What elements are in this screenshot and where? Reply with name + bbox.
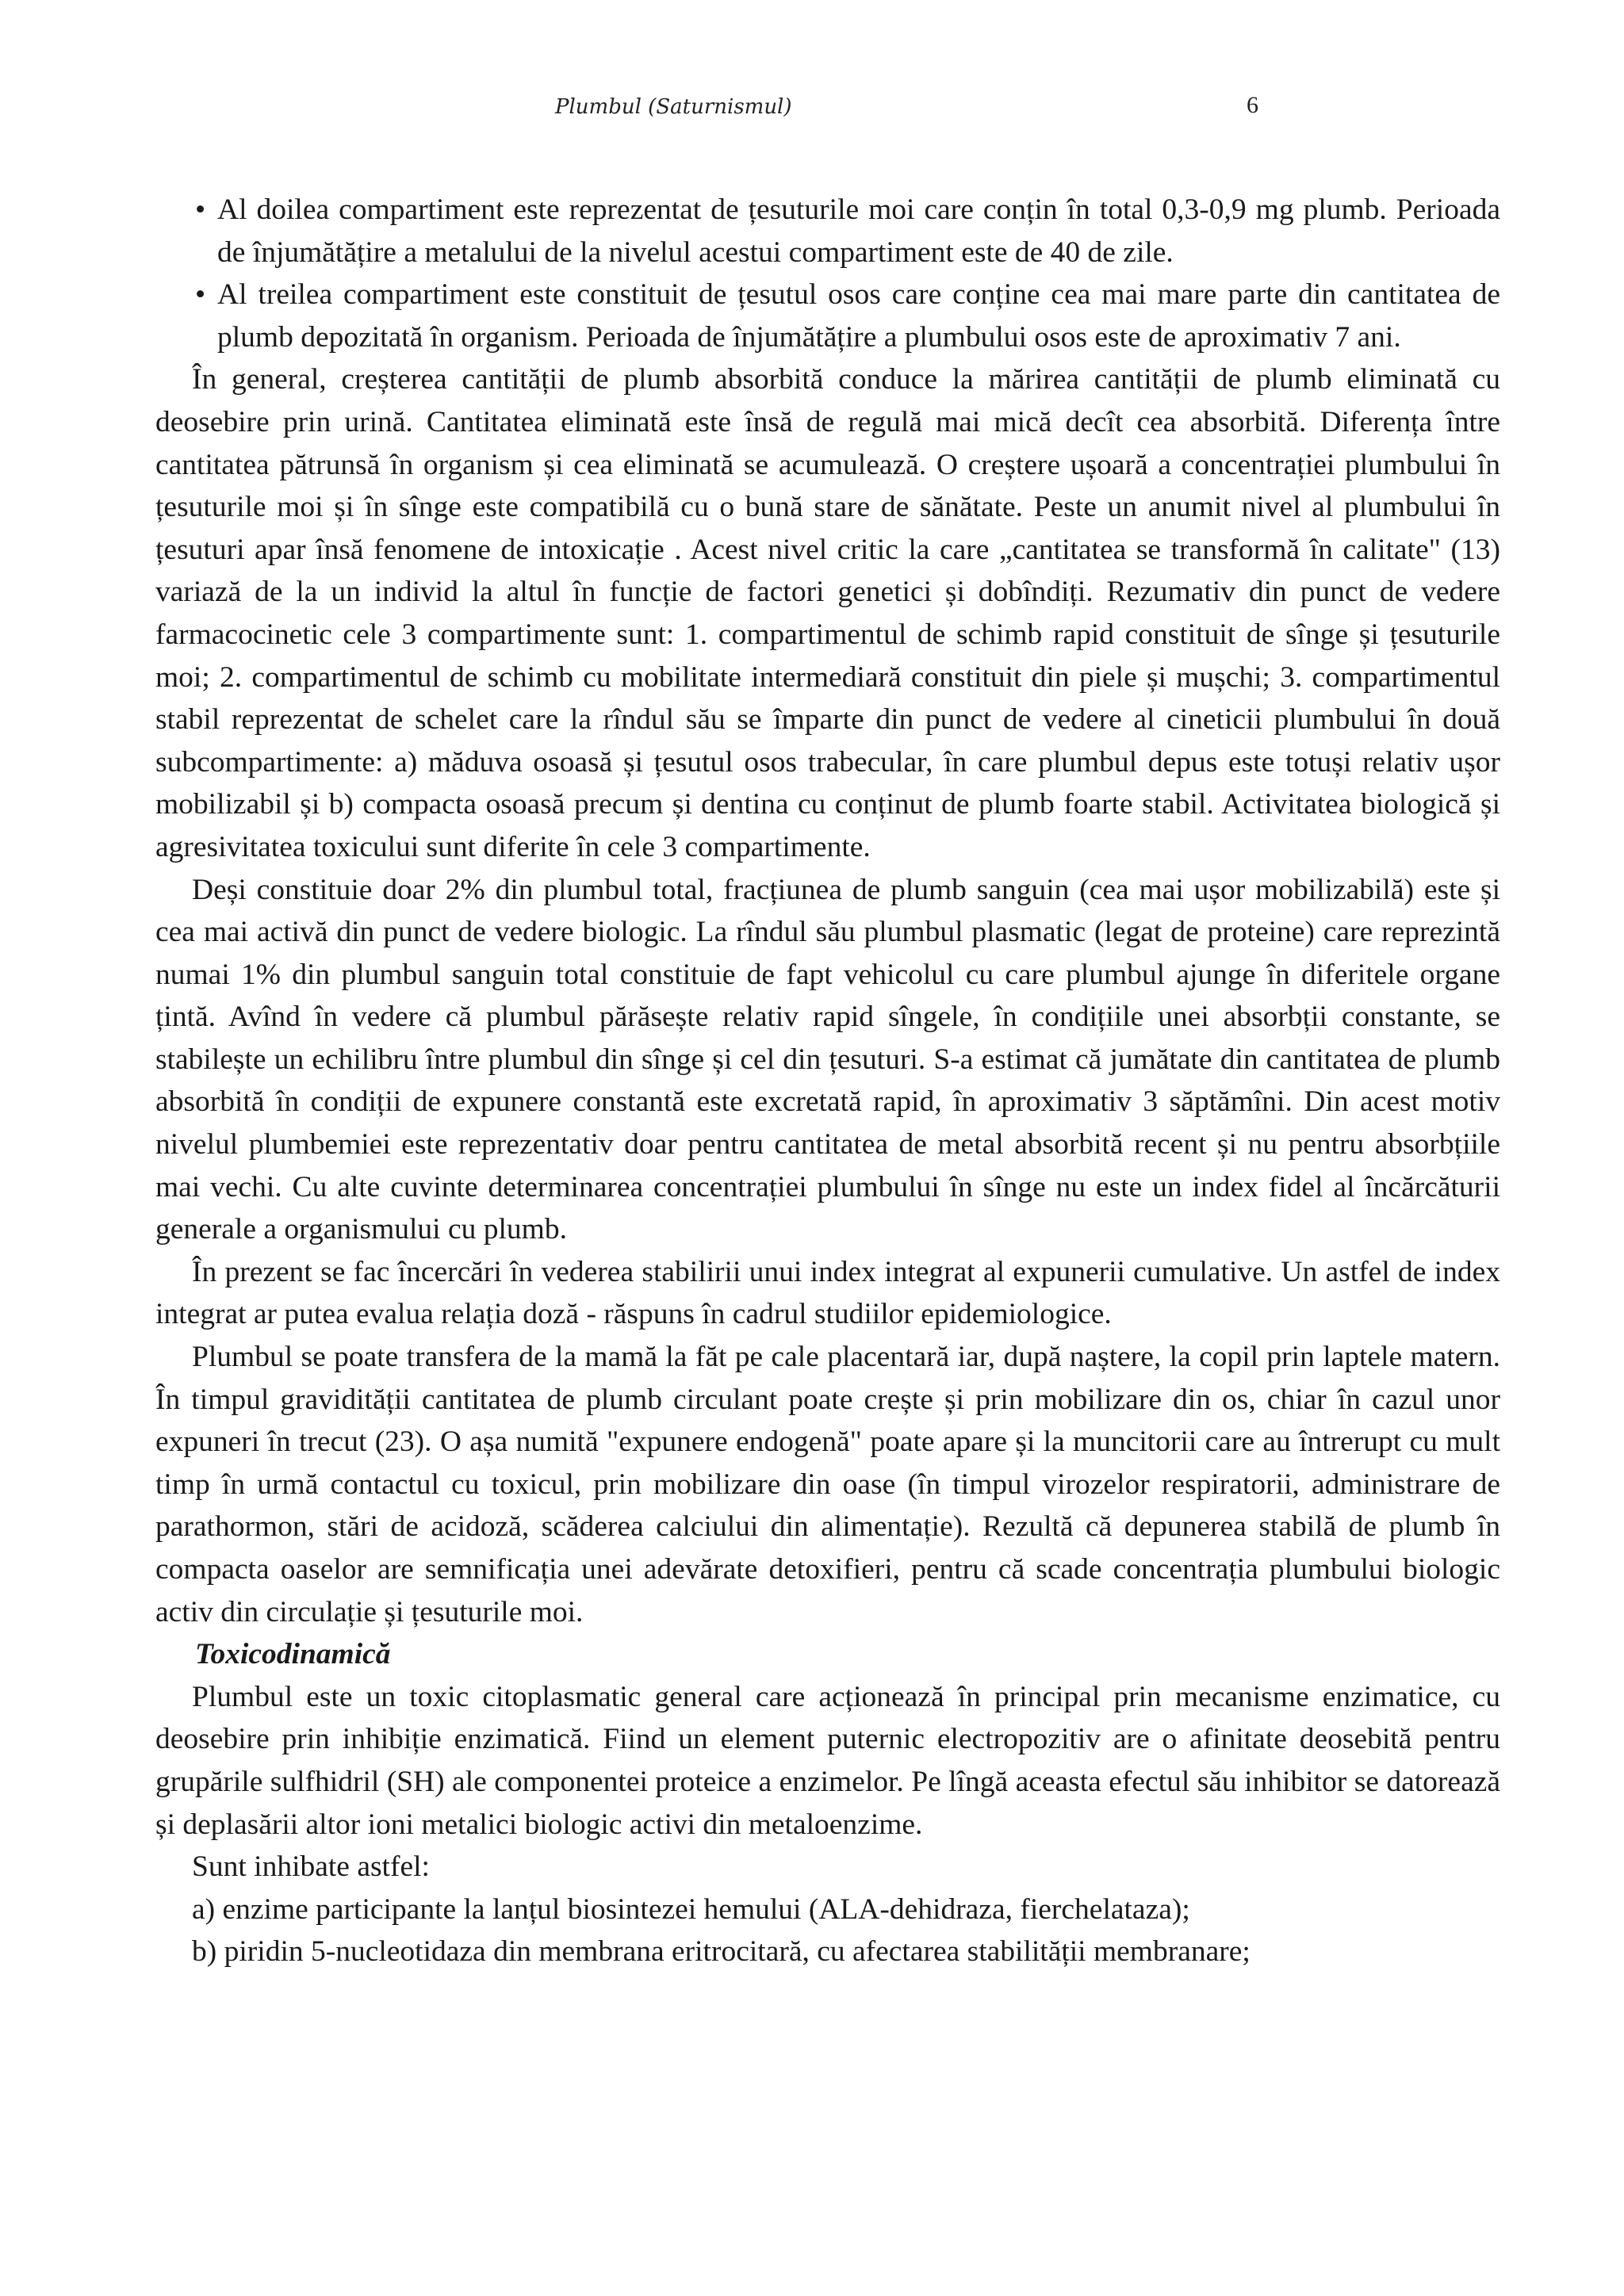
- page-number: 6: [1247, 92, 1258, 118]
- body-paragraph: Plumbul este un toxic citoplasmatic general care acționează în principal prin mecanisme enzimatice, cu deosebire prin inhibiție enzimatică. Fiind un element puternic electropozitiv are o afinitate deosebită pentru grupările sulfhidril (SH) ale componentei proteice a enzimelor. Pe lîngă aceasta efectul său inhibitor se datorează și deplasării altor ioni metalici biologic activi din metaloenzime.: [155, 1680, 1500, 1841]
- body-paragraph: În general, creșterea cantității de plumb absorbită conduce la mărirea cantității de plumb eliminată cu deosebire prin urină. Cantitatea eliminată este însă de regulă mai mică decît cea absorbită. Diferența între cantitatea pătrunsă în organism și cea eliminată se acumulează. O creștere ușoară a concentrației plumbului în țesuturile moi și în sînge este compatibilă cu o bună stare de sănătate. Peste un anumit nivel al plumbului în țesuturi apar însă fenomene de intoxicație . Acest nivel critic la care „cantitatea se transformă în calitate" (13) variază de la un individ la altul în funcție de factori genetici și dobîndiți. Rezumativ din punct de vedere farmacocinetic cele 3 compartimente sunt: 1. compartimentul de schimb rapid constituit de sînge și țesuturile moi; 2. compartimentul de schimb cu mobilitate intermediară constituit din piele și mușchi; 3. compartimentul stabil reprezentat de schelet care la rîndul său se împarte din punct de vedere al cineticii plumbului în două subcompartimente: a) măduva osoasă și țesutul osos trabecular, în care plumbul depus este totuși relativ ușor mobilizabil și b) compacta osoasă precum și dentina cu conținut de plumb foarte stabil. Activitatea biologică și agresivitatea toxicului sunt diferite în cele 3 compartimente.: [155, 363, 1500, 863]
- body-paragraph: Sunt inhibate astfel:: [192, 1850, 430, 1884]
- page-body: [155, 189, 1500, 1973]
- body-paragraph: Plumbul se poate transfera de la mamă la făt pe cale placentară iar, după naștere, la copil prin laptele matern. În timpul gravidității cantitatea de plumb circulant poate crește și prin mobilizare din os, chiar în cazul unor expuneri în trecut (23). O așa numită "expunere endogenă" poate apare și la muncitorii care au întrerupt cu mult timp în urmă contactul cu toxicul, prin mobilizare din oase (în timpul virozelor respiratorii, administrare de parathormon, stări de acidoză, scăderea calciului din alimentație). Rezultă că depunerea stabilă de plumb în compacta oaselor are semnificația unei adevărate detoxifieri, pentru că scade concentrația plumbului biologic activ din circulație și țesuturile moi.: [155, 1341, 1500, 1628]
- body-paragraph: În prezent se fac încercări în vederea stabilirii unui index integrat al expunerii cumulative. Un astfel de index integrat ar putea evalua relația doză - răspuns în cadrul studiilor epidemiologice.: [155, 1255, 1500, 1331]
- list-item: a) enzime participante la lanțul biosintezei hemului (ALA-dehidraza, fierchelataza);: [192, 1892, 1190, 1926]
- list-item: b) piridin 5-nucleotidaza din membrana eritrocitară, cu afectarea stabilității membranare;: [192, 1935, 1251, 1969]
- bullet-item: • Al doilea compartiment este reprezentat de țesuturile moi care conțin în total 0,3-0,9 mg plumb. Perioada de înjumătățire a metalului de la nivelul acestui compartiment este de 40 de zile.: [155, 189, 1500, 274]
- running-header-title: Plumbul (Saturnismul): [555, 95, 792, 119]
- body-paragraph: Deși constituie doar 2% din plumbul total, fracțiunea de plumb sanguin (cea mai ușor mobilizabilă) este și cea mai activă din punct de vedere biologic. La rîndul său plumbul plasmatic (legat de proteine) care reprezintă numai 1% din plumbul sanguin total constituie de fapt vehicolul cu care plumbul ajunge în diferitele organe țintă. Avînd în vedere că plumbul părăsește relativ rapid sîngele, în condițiile unei absorbții constante, se stabilește un echilibru între plumbul din sînge și cel din țesuturi. S-a estimat că jumătate din cantitatea de plumb absorbită în condiții de expunere constantă este excretată rapid, în aproximativ 3 săptămîni. Din acest motiv nivelul plumbemiei este reprezentativ doar pentru cantitatea de metal absorbită recent și nu pentru absorbțiile mai vechi. Cu alte cuvinte determinarea concentrației plumbului în sînge nu este un index fidel al încărcăturii generale a organismului cu plumb.: [155, 873, 1500, 1246]
- section-heading: Toxicodinamică: [195, 1638, 391, 1671]
- bullet-item: • Al treilea compartiment este constituit de țesutul osos care conține cea mai mare parte din cantitatea de plumb depozitată în organism. Perioada de înjumătățire a plumbului osos este de aproximativ 7 ani.: [155, 274, 1500, 358]
